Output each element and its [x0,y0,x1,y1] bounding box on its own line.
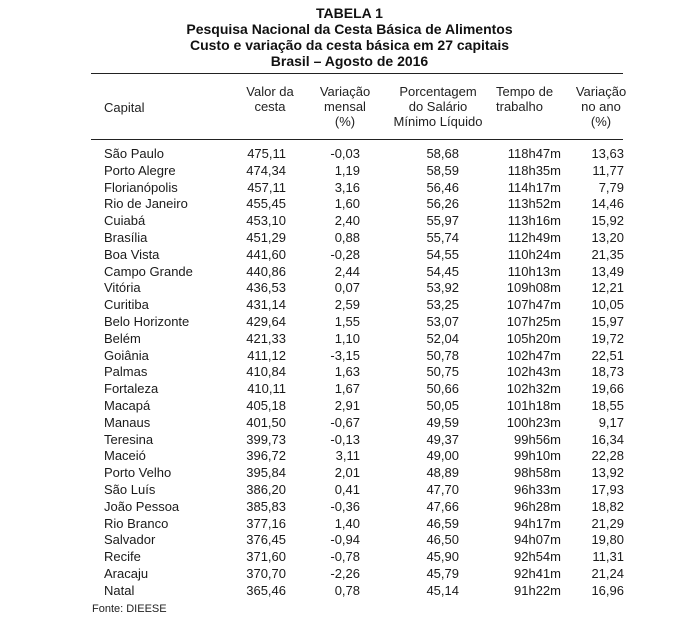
percentual-cell: 46,59 [426,515,459,531]
table-row [0,331,699,347]
variacao-mensal-cell: 1,60 [334,196,360,212]
header-tempo: Tempo de trabalho [496,84,554,114]
valor-cell: 475,11 [247,146,286,161]
percentual-cell: 49,00 [426,448,459,464]
variacao-mensal-cell: -0,28 [330,246,360,262]
capital-cell: Rio Branco [104,515,169,531]
capital-cell: Florianópolis [104,179,178,195]
variacao-mensal-cell: 2,59 [334,297,360,313]
header-variacao-ano: Variação no ano (%) [575,84,627,129]
variacao-mensal-cell: 0,41 [334,482,360,497]
percentual-cell: 56,46 [426,179,459,195]
variacao-ano-cell: 11,31 [592,549,624,565]
variacao-mensal-cell: 3,16 [334,179,360,195]
variacao-ano-cell: 21,29 [591,515,624,531]
header-percentual: Porcentagem do Salário Mínimo Líquido [393,84,483,129]
tempo-cell: 118h47m [507,146,561,161]
percentual-cell: 52,04 [426,330,459,346]
table-row [0,146,699,162]
variacao-ano-cell: 13,63 [591,146,624,161]
valor-cell: 401,50 [246,414,286,430]
variacao-ano-cell: 13,20 [591,230,624,245]
tempo-cell: 118h35m [507,162,561,178]
percentual-cell: 49,37 [426,431,459,447]
table-number: TABELA 1 [316,5,383,21]
valor-cell: 399,73 [246,431,286,447]
variacao-ano-cell: 17,93 [591,482,624,497]
capital-cell: Campo Grande [104,263,193,279]
variacao-ano-cell: 19,72 [591,330,624,346]
source-note: Fonte: DIEESE [92,603,167,615]
percentual-cell: 45,90 [426,549,459,565]
percentual-cell: 48,89 [426,465,459,481]
percentual-cell: 49,59 [426,414,459,430]
variacao-ano-cell: 9,17 [598,414,624,430]
variacao-mensal-cell: 2,01 [334,465,360,481]
variacao-mensal-cell: -0,36 [330,498,360,514]
variacao-mensal-cell: -2,26 [330,566,360,581]
tempo-cell: 96h28m [514,498,561,514]
tempo-cell: 92h54m [514,549,561,565]
variacao-ano-cell: 15,92 [591,213,624,229]
variacao-mensal-cell: -0,94 [330,532,360,548]
tempo-cell: 107h47m [506,297,561,313]
header-top-rule [91,73,623,74]
tempo-cell: 91h22m [514,582,561,598]
tempo-cell: 99h56m [514,431,561,447]
percentual-cell: 54,55 [426,246,459,262]
variacao-mensal-cell: 2,44 [334,263,360,279]
percentual-cell: 53,07 [426,314,459,329]
capital-cell: Maceió [104,448,146,464]
percentual-cell: 58,68 [426,146,459,161]
percentual-cell: 45,79 [426,566,459,581]
percentual-cell: 56,26 [426,196,459,212]
percentual-cell: 50,05 [426,398,459,413]
table-subtitle: Custo e variação da cesta básica em 27 capitais [189,37,510,53]
percentual-cell: 58,59 [426,162,459,178]
header-bottom-rule [91,139,623,140]
tempo-cell: 112h49m [507,230,561,245]
valor-cell: 421,33 [246,330,286,346]
variacao-mensal-cell: -0,13 [330,431,360,447]
tempo-cell: 109h08m [506,280,561,296]
variacao-mensal-cell: -0,78 [330,549,360,565]
table-period: Brasil – Agosto de 2016 [270,53,429,69]
percentual-cell: 50,66 [426,381,459,397]
valor-cell: 441,60 [246,246,286,262]
capital-cell: Aracaju [104,566,149,581]
capital-cell: Recife [104,549,141,565]
valor-cell: 410,11 [247,381,286,397]
capital-cell: Porto Alegre [104,162,176,178]
variacao-mensal-cell: 2,40 [334,213,360,229]
tempo-cell: 94h17m [514,515,561,531]
tempo-cell: 113h52m [507,196,561,212]
table-row [0,230,699,246]
capital-cell: Brasília [104,230,148,245]
tempo-cell: 94h07m [514,532,561,548]
variacao-mensal-cell: 1,63 [334,364,360,380]
capital-cell: Rio de Janeiro [104,196,188,212]
variacao-mensal-cell: 1,10 [334,330,360,346]
table-row [0,163,699,179]
percentual-cell: 54,45 [426,263,459,279]
tempo-cell: 101h18m [506,398,561,413]
tempo-cell: 105h20m [506,330,561,346]
percentual-cell: 47,66 [426,498,459,514]
valor-cell: 370,70 [246,566,286,581]
capital-cell: Curitiba [104,297,149,313]
tempo-cell: 110h24m [507,246,561,262]
tempo-cell: 98h58m [514,465,561,481]
tempo-cell: 113h16m [507,213,561,229]
table-row [0,314,699,330]
variacao-mensal-cell: 1,40 [334,515,360,531]
valor-cell: 385,83 [246,498,286,514]
valor-cell: 457,11 [247,179,286,195]
variacao-mensal-cell: 1,19 [334,162,360,178]
tempo-cell: 102h47m [506,347,561,363]
table-row [0,398,699,414]
variacao-ano-cell: 22,28 [591,448,624,464]
capital-cell: Teresina [104,431,154,447]
capital-cell: Macapá [104,398,151,413]
capital-cell: Salvador [104,532,156,548]
capital-cell: Palmas [104,364,148,380]
variacao-mensal-cell: -0,67 [330,414,360,430]
variacao-ano-cell: 16,34 [591,431,624,447]
valor-cell: 429,64 [246,314,286,329]
variacao-ano-cell: 18,55 [591,398,624,413]
variacao-ano-cell: 13,49 [591,263,624,279]
tempo-cell: 99h10m [514,448,561,464]
table-row [0,516,699,532]
valor-cell: 386,20 [246,482,286,497]
table-row [0,264,699,280]
percentual-cell: 46,50 [426,532,459,548]
capital-cell: Fortaleza [104,381,159,397]
table-row [0,566,699,582]
valor-cell: 431,14 [246,297,286,313]
variacao-ano-cell: 22,51 [591,347,624,363]
table-row [0,583,699,599]
valor-cell: 453,10 [246,213,286,229]
variacao-ano-cell: 21,24 [591,566,624,581]
variacao-ano-cell: 7,79 [598,179,624,195]
tempo-cell: 102h32m [506,381,561,397]
valor-cell: 377,16 [246,515,286,531]
valor-cell: 371,60 [246,549,286,565]
valor-cell: 396,72 [246,448,286,464]
variacao-ano-cell: 18,82 [591,498,624,514]
variacao-ano-cell: 16,96 [591,582,624,598]
variacao-mensal-cell: -3,15 [330,347,360,363]
capital-cell: Natal [104,582,135,598]
percentual-cell: 50,78 [426,347,459,363]
variacao-ano-cell: 18,73 [591,364,624,380]
tempo-cell: 92h41m [514,566,561,581]
table-row [0,415,699,431]
capital-cell: Cuiabá [104,213,146,229]
tempo-cell: 110h13m [507,263,561,279]
table-row [0,448,699,464]
table-row [0,482,699,498]
valor-cell: 436,53 [246,280,286,296]
tempo-cell: 107h25m [506,314,561,329]
table-row [0,348,699,364]
capital-cell: Vitória [104,280,141,296]
table-row [0,549,699,565]
variacao-ano-cell: 19,80 [591,532,624,548]
variacao-ano-cell: 14,46 [591,196,624,212]
percentual-cell: 53,25 [426,297,459,313]
valor-cell: 455,45 [246,196,286,212]
tempo-cell: 102h43m [506,364,561,380]
capital-cell: Manaus [104,414,151,430]
variacao-mensal-cell: 0,88 [334,230,360,245]
variacao-mensal-cell: 2,91 [334,398,360,413]
percentual-cell: 50,75 [426,364,459,380]
variacao-mensal-cell: 0,07 [334,280,360,296]
variacao-mensal-cell: 1,67 [334,381,360,397]
variacao-mensal-cell: 1,55 [334,314,360,329]
percentual-cell: 53,92 [426,280,459,296]
percentual-cell: 47,70 [426,482,459,497]
capital-cell: Belo Horizonte [104,314,190,329]
valor-cell: 440,86 [246,263,286,279]
capital-cell: João Pessoa [104,498,180,514]
valor-cell: 474,34 [246,162,286,178]
valor-cell: 410,84 [246,364,286,380]
tempo-cell: 114h17m [507,179,561,195]
table-row [0,381,699,397]
variacao-ano-cell: 12,21 [591,280,624,296]
valor-cell: 411,12 [247,347,286,363]
header-valor: Valor da cesta [246,84,294,114]
percentual-cell: 55,74 [426,230,459,245]
variacao-mensal-cell: 0,78 [334,582,360,598]
table-row [0,532,699,548]
table-title-block [0,5,699,69]
variacao-mensal-cell: 3,11 [335,448,360,464]
table-row [0,364,699,380]
tempo-cell: 100h23m [506,414,561,430]
capital-cell: São Luís [104,482,156,497]
variacao-ano-cell: 15,97 [591,314,624,329]
table-row [0,247,699,263]
survey-name: Pesquisa Nacional da Cesta Básica de Alimentos [186,21,513,37]
valor-cell: 395,84 [246,465,286,481]
variacao-ano-cell: 11,77 [592,162,624,178]
header-capital: Capital [104,100,145,115]
valor-cell: 376,45 [246,532,286,548]
capital-cell: Boa Vista [104,246,160,262]
table-row [0,213,699,229]
percentual-cell: 55,97 [426,213,459,229]
valor-cell: 405,18 [246,398,286,413]
header-variacao-mensal: Variação mensal (%) [319,84,371,129]
variacao-mensal-cell: -0,03 [330,146,360,161]
capital-cell: Goiânia [104,347,149,363]
capital-cell: Porto Velho [104,465,172,481]
variacao-ano-cell: 21,35 [591,246,624,262]
table-row [0,432,699,448]
table-row [0,297,699,313]
valor-cell: 365,46 [246,582,286,598]
percentual-cell: 45,14 [426,582,459,598]
tempo-cell: 96h33m [514,482,561,497]
variacao-ano-cell: 10,05 [591,297,624,313]
table-row [0,280,699,296]
valor-cell: 451,29 [246,230,286,245]
variacao-ano-cell: 13,92 [591,465,624,481]
table-row [0,180,699,196]
capital-cell: Belém [104,330,141,346]
table-row [0,499,699,515]
capital-cell: São Paulo [104,146,164,161]
variacao-ano-cell: 19,66 [591,381,624,397]
table-row [0,465,699,481]
table-row [0,196,699,212]
